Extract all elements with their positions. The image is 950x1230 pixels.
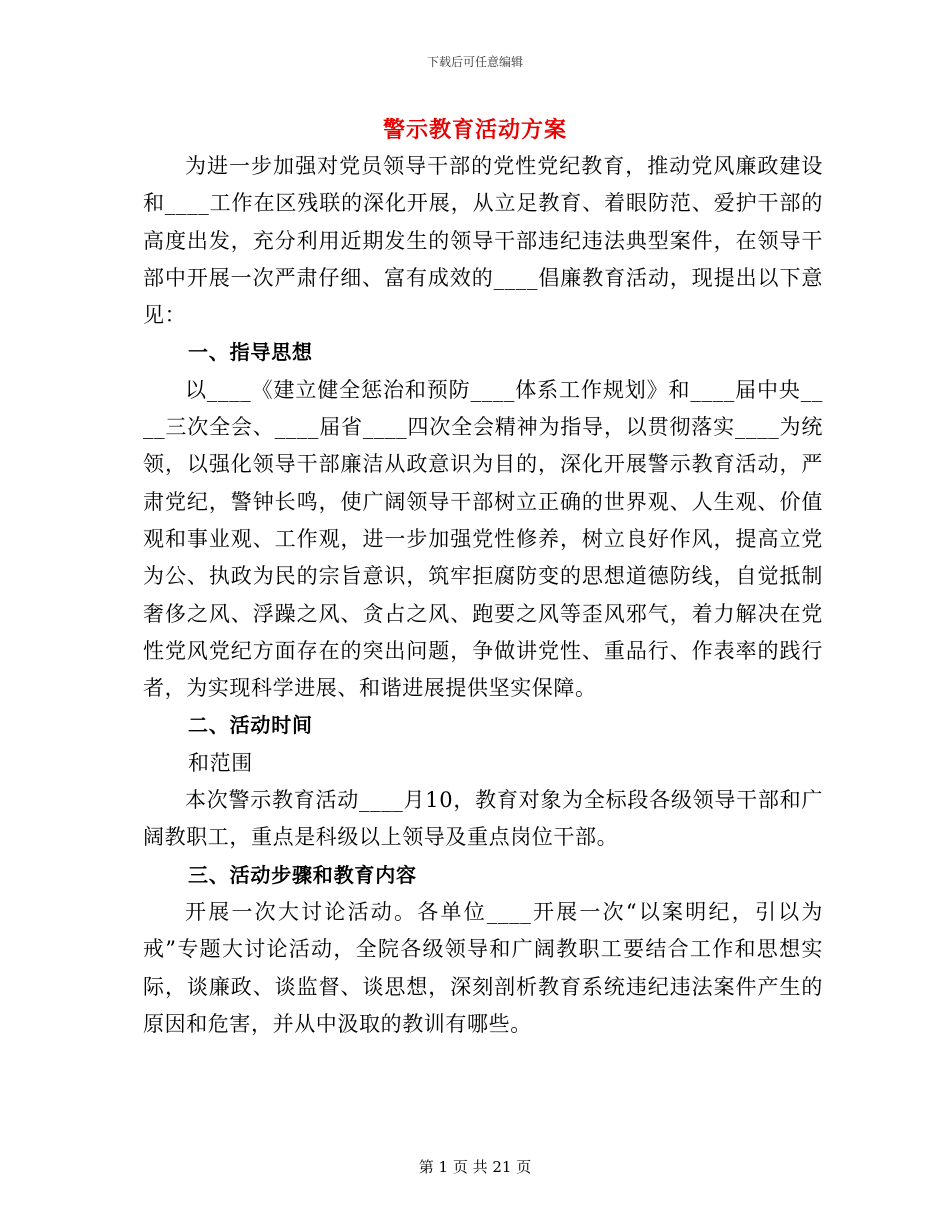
section-heading-guiding-ideology: 一、指导思想 (188, 340, 313, 365)
section-paragraph: 开展一次大讨论活动。各单位____开展一次“以案明纪，引以为戒”专题大讨论活动，全院各级领导和广阔教职工要结合工作和思想实际，谈廉政、谈监督、谈思想，深刻剖析教育系统违纪违法案件产生的原因和危害，并从中汲取的教训有哪些。 (143, 899, 823, 1036)
section-paragraph: 以____《建立健全惩治和预防____体系工作规划》和____届中央____三次全会、____届省____四次全会精神为指导，以贯彻落实____为统领，以强化领导干部廉洁从政意识为目的，深化开展警示教育活动，严肃党纪，警钟长鸣，使广阔领导干部树立正确的世界观、人生观、价值观和事业观、工作观，进一步加强党性修养，树立良好作风，提高立党为公、执政为民的宗旨意识，筑牢拒腐防变的思想道德防线，自觉抵制奢侈之风、浮躁之风、贪占之风、跑要之风等歪风邪气，着力解决在党性党风党纪方面存在的突出问题，争做讲党性、重品行、作表率的践行者，为实现科学进展、和谐进展提供坚实保障。 (143, 377, 823, 701)
page-indicator: 第 1 页 共 21 页 (418, 1158, 532, 1176)
section-subline-scope: 和范围 (188, 750, 253, 775)
section-heading-steps-content: 三、活动步骤和教育内容 (188, 862, 417, 887)
section-heading-activity-time: 二、活动时间 (188, 713, 313, 738)
document-title: 警示教育活动方案 (382, 117, 567, 143)
document-body (143, 148, 823, 1043)
section-paragraph: 本次警示教育活动____月10，教育对象为全标段各级领导干部和广阔教职工，重点是科级以上领导及重点岗位干部。 (143, 788, 823, 850)
header-note: 下载后可任意编辑 (426, 55, 523, 69)
intro-paragraph: 为进一步加强对党员领导干部的党性党纪教育，推动党风廉政建设和____工作在区残联的深化开展，从立足教育、着眼防范、爱护干部的高度出发，充分利用近期发生的领导干部违纪违法典型案件，在领导干部中开展一次严肃仔细、富有成效的____倡廉教育活动，现提出以下意见： (143, 154, 823, 328)
